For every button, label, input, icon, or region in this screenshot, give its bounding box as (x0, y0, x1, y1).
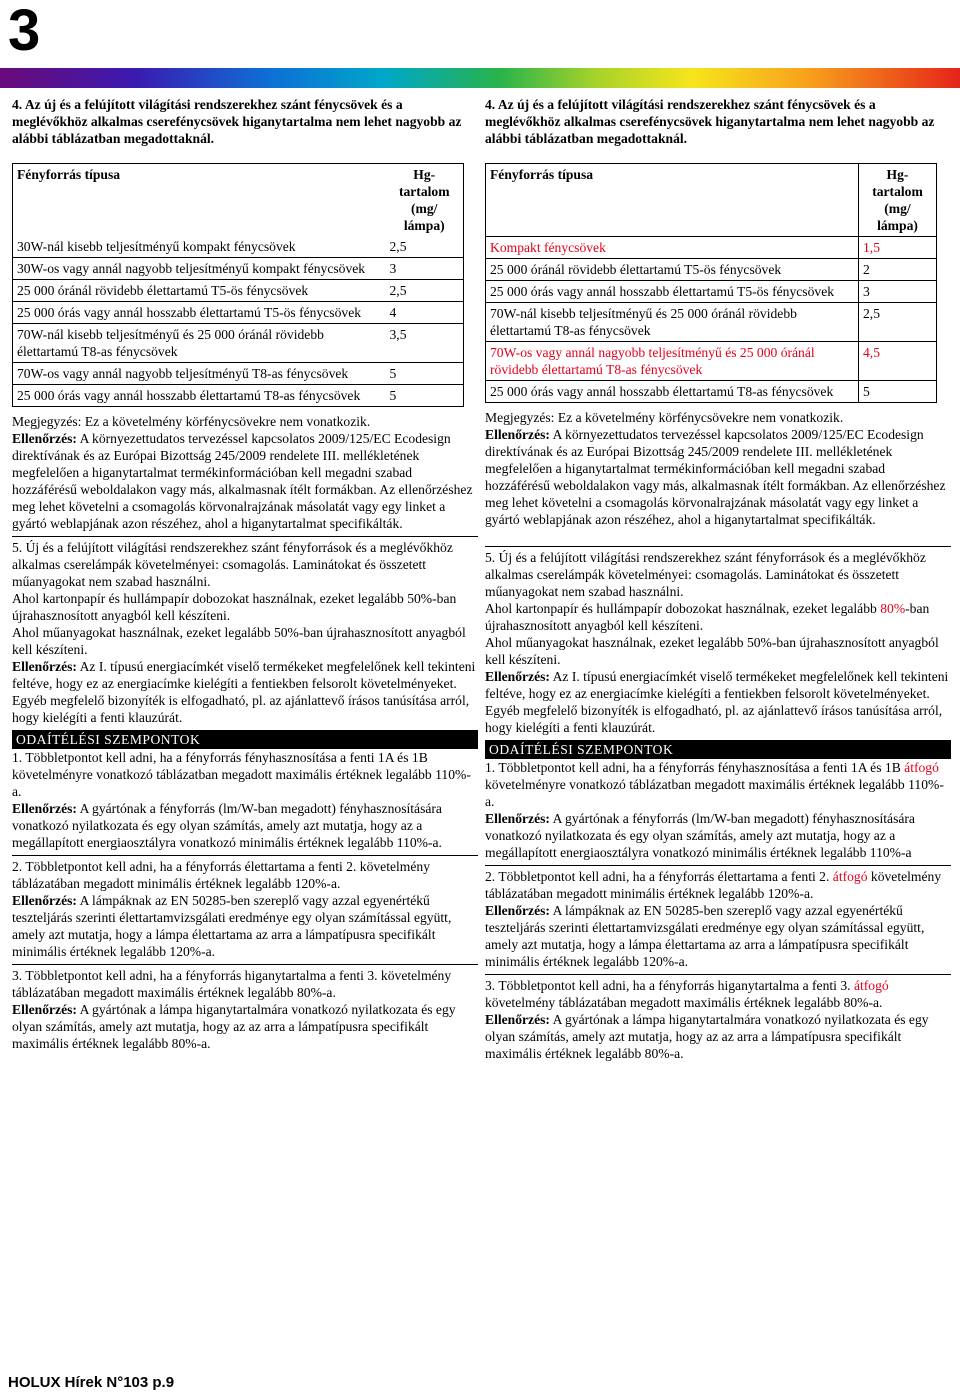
row-value: 2,5 (859, 303, 937, 342)
table-row (13, 324, 464, 363)
row-type: 30W-os vagy annál nagyobb teljesítményű kompakt fénycsövek (13, 258, 386, 280)
table-row (13, 258, 464, 280)
award-2-text: 2. Többletpontot kell adni, ha a fényforrás élettartama a fenti 2. átfogó követelmény táblázatában megadott minimális értéknek legalább 120%-a. (485, 869, 942, 901)
row-type: 25 000 órás vagy annál hosszabb élettartamú T5-ös fénycsövek (486, 281, 859, 303)
award-3-check: Ellenőrzés: A gyártónak a lámpa higanytartalmára vonatkozó nyilatkozata és egy olyan számítás, amely azt mutatja, hogy az az arra a lámpatípusra specifikált maximális értéknek legalább 80%-a. (12, 1002, 456, 1051)
table-row (486, 342, 937, 381)
row-value: 4 (386, 302, 464, 324)
award-3 (485, 974, 951, 1062)
table-row (486, 259, 937, 281)
row-type: 70W-os vagy annál nagyobb teljesítményű és 25 000 óránál rövidebb élettartamú T8-as fénycsövek (486, 342, 859, 381)
footer: HOLUX Hírek N°103 p.9 (8, 1374, 175, 1391)
section-5 (12, 536, 478, 726)
row-type: 25 000 órás vagy annál hosszabb élettartamú T8-as fénycsövek (13, 385, 386, 407)
section-5-intro: 5. Új és a felújított világítási rendszerekhez szánt fényforrások és a meglévőkhöz alkalmas cserelámpák követelményei: csomagolás. Laminátokat és összetett műanyagokat nem szabad használni. (12, 540, 453, 589)
award-1 (12, 749, 478, 851)
row-value: 5 (386, 363, 464, 385)
row-value: 1,5 (859, 237, 937, 259)
section-5-plastic: Ahol műanyagokat használnak, ezeket legalább 50%-ban újrahasznosított anyagból kell készíteni. (485, 635, 939, 667)
section-5-check: Ellenőrzés: Az I. típusú energiacímkét viselő termékeket megfelelőnek kell tekinteni feltéve, hogy ez az energiacímke kielégíti a fentiekben felsorolt követelményeket. Egyéb megfelelő bizonyíték is elfogadható, pl. az ajánlattevő írásos tanúsítása arról, hogy kielégíti a fenti klauzúrát. (485, 669, 949, 735)
row-value: 3 (859, 281, 937, 303)
section-4-text-revised: 4. Az új és a felújított világítási rendszerekhez szánt fénycsövek és a meglévőkhöz alkalmas cserefénycsövek higanytartalma nem lehet nagyobb az alábbi táblázatban megadottaknál. (485, 97, 935, 146)
table-header-type: Fényforrás típusa (486, 164, 859, 237)
row-value: 2,5 (386, 280, 464, 302)
row-type: 25 000 óránál rövidebb élettartamú T5-ös fénycsövek (486, 259, 859, 281)
section-5-intro: 5. Új és a felújított világítási rendszerekhez szánt fényforrások és a meglévőkhöz alkalmas cserelámpák követelményei: csomagolás. Laminátokat és összetett műanyagokat nem szabad használni. (485, 550, 926, 599)
table-row (486, 303, 937, 342)
award-1-text: 1. Többletpontot kell adni, ha a fényforrás fényhasznosítása a fenti 1A és 1B átfogó követelményre vonatkozó táblázatban megadott maximális értéknek legalább 110%-a. (485, 760, 944, 809)
left-column (12, 96, 478, 1052)
table-row (486, 381, 937, 403)
page-number: 3 (8, 0, 41, 63)
table-row (486, 237, 937, 259)
row-type: 25 000 óránál rövidebb élettartamú T5-ös fénycsövek (13, 280, 386, 302)
row-value: 3,5 (386, 324, 464, 363)
mercury-table-revised (485, 163, 937, 403)
check-text-1: Ellenőrzés: A környezettudatos tervezéssel kapcsolatos 2009/125/EC Ecodesign direktívának és az Európai Bizottság 245/2009 rendelete III. mellékletének megfelelően a higanytartalmat termékinformációban kell megadni szabad hozzáférésű weboldalakon vagy más, alkalmasnak ítélt formákban. Az ellenőrzéshez meg lehet követelni a csomagolás körvonalrajzának másolatát vagy egy linket a gyártó weblapjának azon részéhez, ahol a higanytartalmat specifikálták. (12, 431, 473, 531)
row-type: 25 000 órás vagy annál hosszabb élettartamú T8-as fénycsövek (486, 381, 859, 403)
note-text: Megjegyzés: Ez a követelmény körfénycsövekre nem vonatkozik. (485, 410, 844, 425)
row-type: 25 000 órás vagy annál hosszabb élettartamú T5-ös fénycsövek (13, 302, 386, 324)
award-2-text: 2. Többletpontot kell adni, ha a fényforrás élettartama a fenti 2. követelmény táblázatában megadott minimális értéknek legalább 120%-a. (12, 859, 430, 891)
award-1 (485, 759, 951, 861)
section-4-text: 4. Az új és a felújított világítási rendszerekhez szánt fénycsövek és a meglévőkhöz alkalmas cserefénycsövek higanytartalma nem lehet nagyobb az alábbi táblázatban megadottaknál. (12, 97, 462, 146)
table-row (13, 236, 464, 258)
row-type: 70W-nál kisebb teljesítményű és 25 000 óránál rövidebb élettartamú T8-as fénycsövek (486, 303, 859, 342)
right-column (485, 96, 951, 1062)
table-header-hg: Hg-tartalom (mg/ lámpa) (859, 164, 937, 237)
row-type: 70W-os vagy annál nagyobb teljesítményű T8-as fénycsövek (13, 363, 386, 385)
award-2 (485, 865, 951, 970)
table-row (13, 363, 464, 385)
award-3-text: 3. Többletpontot kell adni, ha a fényforrás higanytartalma a fenti 3. átfogó követelmény táblázatában megadott maximális értéknek legalább 80%-a. (485, 978, 889, 1010)
table-row (13, 302, 464, 324)
row-value: 5 (386, 385, 464, 407)
award-3-check: Ellenőrzés: A gyártónak a lámpa higanytartalmára vonatkozó nyilatkozata és egy olyan számítás, amely azt mutatja, hogy az az arra a lámpatípusra specifikált maximális értéknek legalább 80%-a. (485, 1012, 929, 1061)
mercury-table-original (12, 163, 464, 407)
note-text: Megjegyzés: Ez a követelmény körfénycsövekre nem vonatkozik. (12, 414, 371, 429)
award-1-text: 1. Többletpontot kell adni, ha a fényforrás fényhasznosítása a fenti 1A és 1B követelményre vonatkozó táblázatban megadott maximális értéknek legalább 110%-a. (12, 750, 471, 799)
award-1-check: Ellenőrzés: A gyártónak a fényforrás (lm/W-ban megadott) fényhasznosítására vonatkozó nyilatkozata és egy olyan számítás, amely azt mutatja, hogy az a megállapított energiaosztályra vonatkozó minimális értéknek legalább 110%-a. (12, 801, 442, 850)
row-value: 3 (386, 258, 464, 280)
section-5-carton: Ahol kartonpapír és hullámpapír dobozokat használnak, ezeket legalább 80%-ban újrahasznosított anyagból kell készíteni. (485, 601, 930, 633)
section-5-check: Ellenőrzés: Az I. típusú energiacímkét viselő termékeket megfelelőnek kell tekinteni feltéve, hogy ez az energiacímke kielégíti a fentiekben felsorolt követelményeket. Egyéb megfelelő bizonyíték is elfogadható, pl. az ajánlattevő írásos tanúsítása arról, hogy kielégíti a fenti klauzúrát. (12, 659, 476, 725)
award-criteria-heading: ODAÍTÉLÉSI SZEMPONTOK (485, 740, 951, 759)
award-2-check: Ellenőrzés: A lámpáknak az EN 50285-ben szereplő vagy azzal egyenértékű teszteljárás szerinti élettartamvizsgálati eredménye egy olyan számítással együtt, amely azt mutatja, hogy a lámpa élettartama az arra a lámpatípusra specifikált minimális értéknek legalább 120%-a. (485, 903, 925, 969)
table-header-hg: Hg-tartalom (mg/ lámpa) (386, 164, 464, 237)
award-2-check: Ellenőrzés: A lámpáknak az EN 50285-ben szereplő vagy azzal egyenértékű teszteljárás szerinti élettartamvizsgálati eredménye egy olyan számítással együtt, amely azt mutatja, hogy a lámpa élettartama az arra a lámpatípusra specifikált minimális értéknek legalább 120%-a. (12, 893, 452, 959)
check-text-1: Ellenőrzés: A környezettudatos tervezéssel kapcsolatos 2009/125/EC Ecodesign direktívának és az Európai Bizottság 245/2009 rendelete III. mellékletének megfelelően a higanytartalmat termékinformációban kell megadni szabad hozzáférésű weboldalakon vagy más, alkalmasnak ítélt formákban. Az ellenőrzéshez meg lehet követelni a csomagolás körvonalrajzának másolatát vagy egy linket a gyártó weblapjának azon részéhez, ahol a higanytartalmat specifikálták. (485, 427, 946, 527)
award-1-check: Ellenőrzés: A gyártónak a fényforrás (lm/W-ban megadott) fényhasznosítására vonatkozó nyilatkozata és egy olyan számítás, amely azt mutatja, hogy az a megállapított energiaosztályra vonatkozó minimális értéknek legalább 110%-a (485, 811, 915, 860)
table-header-type: Fényforrás típusa (13, 164, 386, 237)
section-5-carton: Ahol kartonpapír és hullámpapír dobozokat használnak, ezeket legalább 50%-ban újrahasznosított anyagból kell készíteni. (12, 591, 457, 623)
rainbow-banner (0, 68, 960, 88)
row-type: 70W-nál kisebb teljesítményű és 25 000 óránál rövidebb élettartamú T8-as fénycsövek (13, 324, 386, 363)
table-row (486, 281, 937, 303)
row-type: 30W-nál kisebb teljesítményű kompakt fénycsövek (13, 236, 386, 258)
section-5-plastic: Ahol műanyagokat használnak, ezeket legalább 50%-ban újrahasznosított anyagból kell készíteni. (12, 625, 466, 657)
table-row (13, 280, 464, 302)
section-5-revised (485, 546, 951, 736)
award-3 (12, 964, 478, 1052)
award-criteria-heading: ODAÍTÉLÉSI SZEMPONTOK (12, 730, 478, 749)
row-type: Kompakt fénycsövek (486, 237, 859, 259)
row-value: 4,5 (859, 342, 937, 381)
table-row (13, 385, 464, 407)
row-value: 2,5 (386, 236, 464, 258)
award-2 (12, 855, 478, 960)
row-value: 2 (859, 259, 937, 281)
award-3-text: 3. Többletpontot kell adni, ha a fényforrás higanytartalma a fenti 3. követelmény táblázatában megadott maximális értéknek legalább 80%-a. (12, 968, 452, 1000)
row-value: 5 (859, 381, 937, 403)
